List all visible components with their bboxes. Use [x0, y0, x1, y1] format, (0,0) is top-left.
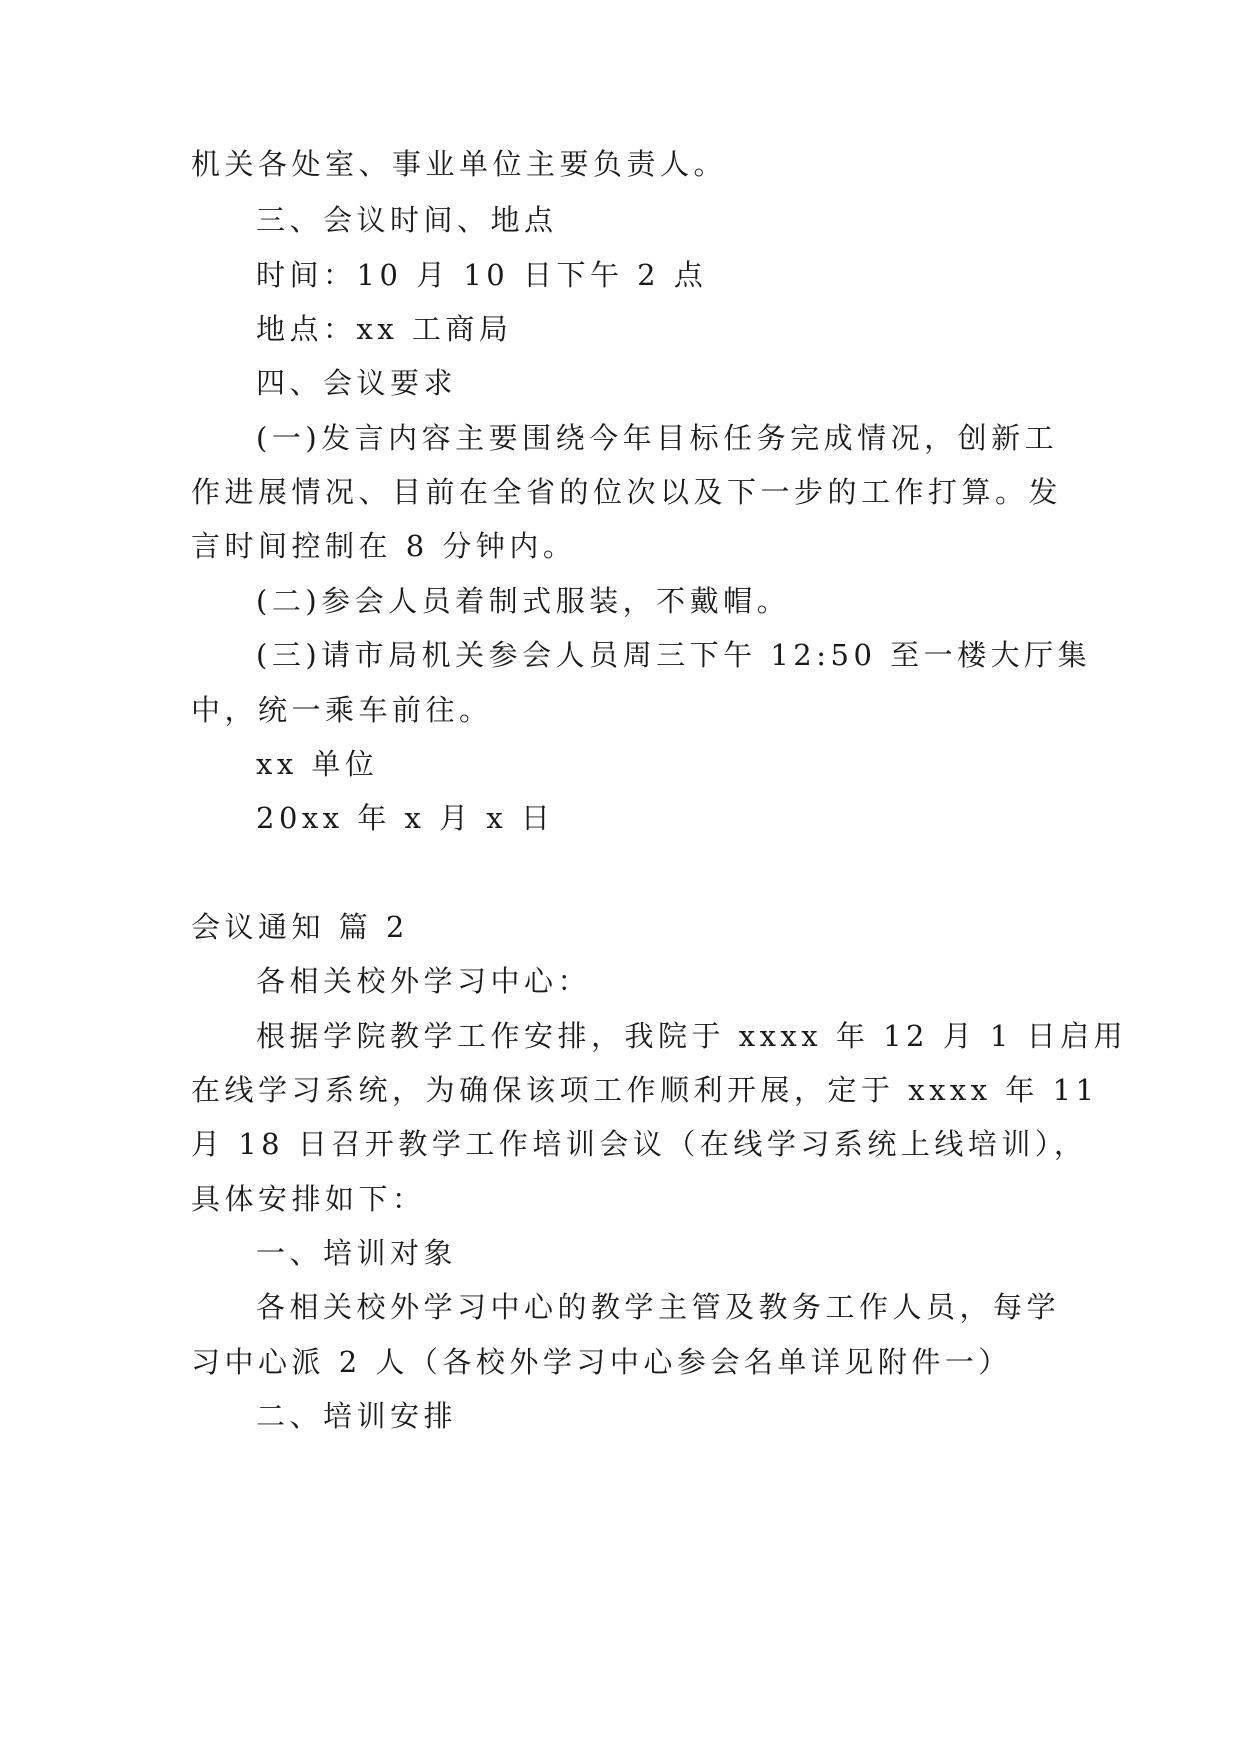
- training-heading-2: 二、培训安排: [256, 1399, 458, 1433]
- section-heading-4: 四、会议要求: [256, 366, 458, 400]
- training-target-line-2: 习中心派 2 人（各校外学习中心参会名单详见附件一）: [191, 1345, 1012, 1379]
- signature-unit: xx 单位: [256, 747, 379, 781]
- intro-line-3: 月 18 日召开教学工作培训会议（在线学习系统上线培训），: [191, 1127, 1088, 1161]
- intro-line-2: 在线学习系统，为确保该项工作顺利开展，定于 xxxx 年 11: [191, 1073, 1099, 1107]
- training-heading-1: 一、培训对象: [256, 1236, 458, 1270]
- requirement-1-line-3: 言时间控制在 8 分钟内。: [191, 529, 577, 563]
- requirement-3-line-2: 中，统一乘车前往。: [191, 693, 493, 727]
- intro-line-1: 根据学院教学工作安排，我院于 xxxx 年 12 月 1 日启用: [256, 1019, 1128, 1053]
- requirement-3-line-1: (三)请市局机关参会人员周三下午 12:50 至一楼大厅集: [256, 638, 1092, 672]
- paragraph-line: 机关各处室、事业单位主要负责人。: [191, 147, 728, 181]
- requirement-1-line-2: 作进展情况、目前在全省的位次以及下一步的工作打算。发: [191, 475, 1063, 509]
- requirement-2: (二)参会人员着制式服装，不戴帽。: [256, 584, 791, 618]
- notice-title-2: 会议通知 篇 2: [191, 910, 409, 944]
- section-heading-3: 三、会议时间、地点: [256, 203, 558, 237]
- signature-date: 20xx 年 x 月 x 日: [256, 801, 555, 835]
- requirement-1-line-1: (一)发言内容主要围绕今年目标任务完成情况，创新工: [256, 421, 1059, 455]
- meeting-location: 地点：xx 工商局: [256, 312, 513, 346]
- intro-line-4: 具体安排如下：: [191, 1182, 426, 1216]
- training-target-line-1: 各相关校外学习中心的教学主管及教务工作人员，每学: [256, 1290, 1061, 1324]
- meeting-time: 时间：10 月 10 日下午 2 点: [256, 258, 708, 292]
- salutation: 各相关校外学习中心：: [256, 964, 592, 998]
